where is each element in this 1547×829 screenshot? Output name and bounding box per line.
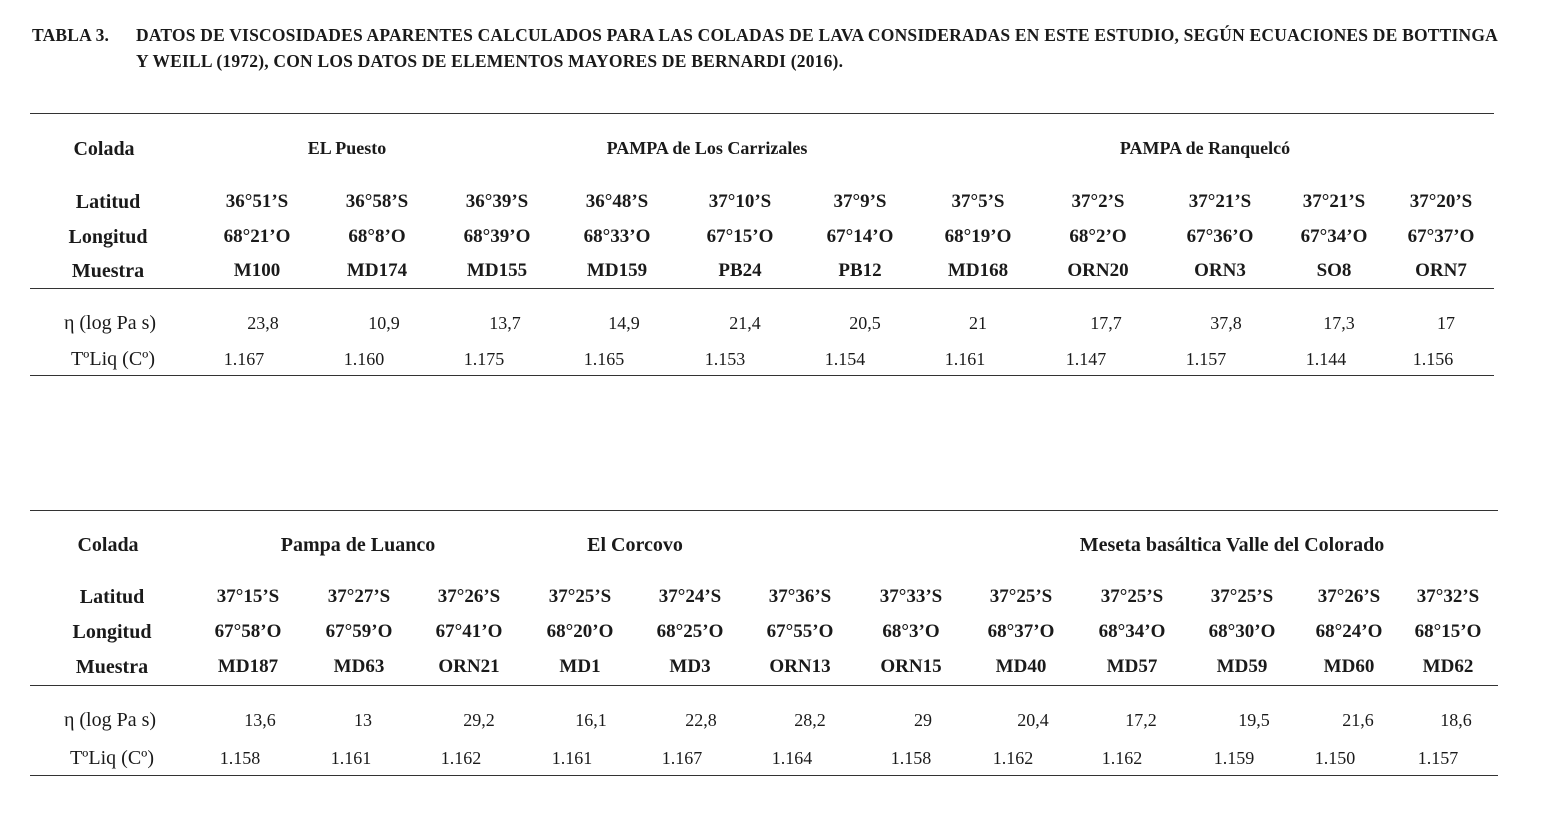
sample-id-cell: MD40 [995,656,1047,677]
colada-group-header: Pampa de Luanco [280,534,436,556]
table-rule [30,375,1494,376]
longitude-cell: 68°34’O [1098,621,1166,642]
viscosity-cell: 23,8 [247,313,279,333]
table-rule [30,510,1498,511]
sample-id-cell: SO8 [1316,260,1352,281]
liquidus-temp-cell: 1.144 [1305,349,1347,369]
colada-group-header: El Corcovo [587,534,683,556]
viscosity-cell: 29 [914,710,932,730]
sample-id-cell: MD155 [466,260,528,281]
table-rule [30,775,1498,776]
caption-label: TABLA 3. [32,25,110,45]
latitude-cell: 37°15’S [216,586,280,607]
liquidus-temp-cell: 1.167 [223,349,265,369]
longitude-cell: 68°39’O [463,226,531,247]
latitude-cell: 37°10’S [708,191,772,212]
longitude-cell: 67°37’O [1407,226,1475,247]
viscosity-cell: 17 [1437,313,1455,333]
liquidus-temp-cell: 1.158 [219,748,261,768]
latitude-cell: 37°25’S [1100,586,1164,607]
latitude-cell: 37°25’S [548,586,612,607]
viscosity-cell: 17,3 [1323,313,1355,333]
table-rule [30,685,1498,686]
liquidus-temp-cell: 1.175 [463,349,505,369]
liquidus-temp-cell: 1.158 [890,748,932,768]
longitude-cell: 68°15’O [1414,621,1482,642]
table-rule [30,113,1494,114]
row-label-tliq: TºLiq (Cº) [69,747,155,769]
viscosity-cell: 17,7 [1090,313,1122,333]
viscosity-cell: 13 [354,710,372,730]
latitude-cell: 37°27’S [327,586,391,607]
longitude-cell: 68°37’O [987,621,1055,642]
sample-id-cell: MD57 [1106,656,1158,677]
liquidus-temp-cell: 1.161 [330,748,372,768]
sample-id-cell: PB12 [838,260,882,281]
longitude-cell: 67°59’O [325,621,393,642]
sample-id-cell: MD187 [217,656,279,677]
liquidus-temp-cell: 1.161 [944,349,986,369]
sample-id-cell: ORN13 [769,656,831,677]
viscosity-cell: 21 [969,313,987,333]
viscosity-cell: 13,7 [489,313,521,333]
row-label-muestra: Muestra [75,656,149,678]
sample-id-cell: ORN20 [1067,260,1129,281]
latitude-cell: 37°26’S [1317,586,1381,607]
liquidus-temp-cell: 1.154 [824,349,866,369]
longitude-cell: 67°14’O [826,226,894,247]
sample-id-cell: MD168 [947,260,1009,281]
sample-id-cell: M100 [233,260,281,281]
latitude-cell: 37°21’S [1188,191,1252,212]
liquidus-temp-cell: 1.160 [343,349,385,369]
viscosity-cell: 29,2 [463,710,495,730]
latitude-cell: 36°48’S [585,191,649,212]
viscosity-cell: 20,5 [849,313,881,333]
liquidus-temp-cell: 1.162 [1101,748,1143,768]
latitude-cell: 37°33’S [879,586,943,607]
colada-group-header: EL Puesto [307,138,387,158]
colada-group-header: PAMPA de Ranquelcó [1119,138,1291,158]
viscosity-cell: 21,6 [1342,710,1374,730]
sample-id-cell: ORN15 [880,656,942,677]
longitude-cell: 67°55’O [766,621,834,642]
viscosity-cell: 17,2 [1125,710,1157,730]
liquidus-temp-cell: 1.165 [583,349,625,369]
sample-id-cell: MD174 [346,260,408,281]
row-label-colada: Colada [77,534,139,556]
row-label-muestra: Muestra [71,260,145,282]
table-rule [30,288,1494,289]
row-label-latitud: Latitud [79,586,145,608]
longitude-cell: 68°30’O [1208,621,1276,642]
liquidus-temp-cell: 1.156 [1412,349,1454,369]
liquidus-temp-cell: 1.150 [1314,748,1356,768]
latitude-cell: 36°39’S [465,191,529,212]
viscosity-cell: 21,4 [729,313,761,333]
longitude-cell: 67°34’O [1300,226,1368,247]
viscosity-cell: 10,9 [368,313,400,333]
latitude-cell: 37°36’S [768,586,832,607]
latitude-cell: 37°25’S [1210,586,1274,607]
liquidus-temp-cell: 1.162 [992,748,1034,768]
liquidus-temp-cell: 1.162 [440,748,482,768]
longitude-cell: 68°25’O [656,621,724,642]
row-label-colada: Colada [73,138,135,160]
longitude-cell: 67°15’O [706,226,774,247]
latitude-cell: 37°2’S [1071,191,1125,212]
longitude-cell: 68°21’O [223,226,291,247]
viscosity-cell: 14,9 [608,313,640,333]
latitude-cell: 37°24’S [658,586,722,607]
liquidus-temp-cell: 1.147 [1065,349,1107,369]
longitude-cell: 68°3’O [882,621,940,642]
sample-id-cell: MD63 [333,656,385,677]
liquidus-temp-cell: 1.167 [661,748,703,768]
longitude-cell: 68°8’O [348,226,406,247]
row-label-longitud: Longitud [68,226,148,248]
sample-id-cell: PB24 [718,260,762,281]
liquidus-temp-cell: 1.164 [771,748,813,768]
longitude-cell: 68°2’O [1069,226,1127,247]
latitude-cell: 36°58’S [345,191,409,212]
sample-id-cell: MD62 [1422,656,1474,677]
latitude-cell: 37°32’S [1416,586,1480,607]
sample-id-cell: MD59 [1216,656,1268,677]
viscosity-cell: 20,4 [1017,710,1049,730]
viscosity-cell: 19,5 [1238,710,1270,730]
liquidus-temp-cell: 1.157 [1417,748,1459,768]
longitude-cell: 68°19’O [944,226,1012,247]
row-label-longitud: Longitud [72,621,152,643]
caption-text: DATOS DE VISCOSIDADES APARENTES CALCULADOS PARA LAS COLADAS DE LAVA CONSIDERADAS EN ESTE ESTUDIO, SEGÚN ECUACIONES DE BOTTINGA Y WEILL (1972), CON LOS DATOS DE ELEMENTOS MAYORES DE BERNARDI (2016). [136,25,1498,71]
colada-group-header: PAMPA de Los Carrizales [606,138,808,158]
liquidus-temp-cell: 1.157 [1185,349,1227,369]
table-caption [32,22,1512,74]
viscosity-cell: 22,8 [685,710,717,730]
longitude-cell: 68°20’O [546,621,614,642]
sample-id-cell: MD159 [586,260,648,281]
row-label-eta: η (log Pa s) [63,312,157,334]
latitude-cell: 37°26’S [437,586,501,607]
longitude-cell: 68°33’O [583,226,651,247]
row-label-latitud: Latitud [75,191,141,213]
latitude-cell: 37°9’S [833,191,887,212]
viscosity-cell: 13,6 [244,710,276,730]
sample-id-cell: ORN21 [438,656,500,677]
row-label-eta: η (log Pa s) [63,709,157,731]
sample-id-cell: MD1 [559,656,601,677]
liquidus-temp-cell: 1.161 [551,748,593,768]
sample-id-cell: ORN3 [1194,260,1246,281]
latitude-cell: 37°20’S [1409,191,1473,212]
sample-id-cell: MD60 [1323,656,1375,677]
row-label-tliq: TºLiq (Cº) [70,348,156,370]
viscosity-cell: 37,8 [1210,313,1242,333]
longitude-cell: 67°41’O [435,621,503,642]
sample-id-cell: ORN7 [1415,260,1467,281]
longitude-cell: 67°58’O [214,621,282,642]
colada-group-header: Meseta basáltica Valle del Colorado [1079,534,1385,556]
viscosity-cell: 16,1 [575,710,607,730]
viscosity-cell: 18,6 [1440,710,1472,730]
sample-id-cell: MD3 [669,656,711,677]
longitude-cell: 67°36’O [1186,226,1254,247]
latitude-cell: 37°5’S [951,191,1005,212]
viscosity-cell: 28,2 [794,710,826,730]
liquidus-temp-cell: 1.153 [704,349,746,369]
longitude-cell: 68°24’O [1315,621,1383,642]
latitude-cell: 37°25’S [989,586,1053,607]
latitude-cell: 36°51’S [225,191,289,212]
liquidus-temp-cell: 1.159 [1213,748,1255,768]
latitude-cell: 37°21’S [1302,191,1366,212]
